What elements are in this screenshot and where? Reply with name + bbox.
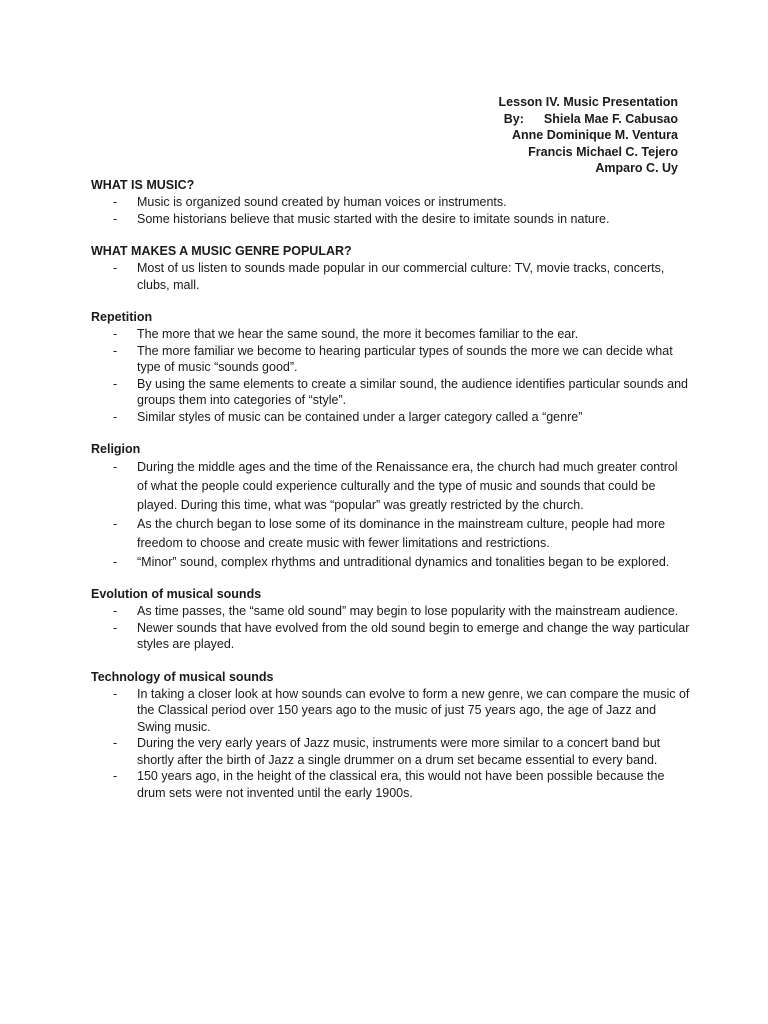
bullet-marker: - [113, 604, 118, 618]
author-row-1 [499, 111, 678, 128]
bullet-marker: - [113, 343, 118, 358]
list-item [91, 260, 691, 293]
section-evolution [91, 586, 691, 653]
author-name: Anne Dominique M. Ventura [512, 128, 678, 142]
section-heading: Religion [91, 442, 141, 456]
section-technology [91, 669, 691, 802]
bullet-text: As time passes, the “same old sound” may begin to lose popularity with the mainstream audience. [137, 604, 679, 618]
bullet-list [91, 686, 691, 802]
bullet-text: Music is organized sound created by human voices or instruments. [137, 195, 507, 209]
bullet-marker: - [113, 409, 118, 424]
section-heading: Evolution of musical sounds [91, 587, 262, 601]
bullet-text: “Minor” sound, complex rhythms and untraditional dynamics and tonalities began to be explored. [137, 555, 670, 569]
bullet-text: Some historians believe that music started with the desire to imitate sounds in nature. [137, 211, 610, 226]
author-name: Amparo C. Uy [595, 161, 678, 175]
author-name: Shiela Mae F. Cabusao [543, 111, 678, 126]
bullet-marker: - [113, 769, 118, 783]
section-what-is-music [91, 177, 691, 227]
list-item [91, 735, 691, 768]
section-heading: Technology of musical sounds [91, 669, 274, 684]
list-item [91, 553, 691, 572]
lesson-title: Lesson IV. Music Presentation [498, 95, 678, 109]
bullet-text: Most of us listen to sounds made popular in our commercial culture: TV, movie tracks, concerts, clubs, mall. [137, 261, 665, 292]
bullet-list [91, 326, 691, 425]
section-repetition [91, 309, 691, 425]
bullet-text: 150 years ago, in the height of the classical era, this would not have been possible because the drum sets were not invented until the early 1900s. [137, 769, 665, 800]
bullet-marker: - [113, 686, 118, 701]
list-item [91, 603, 691, 620]
section-heading: Repetition [91, 310, 153, 324]
bullet-text: Newer sounds that have evolved from the old sound begin to emerge and change the way particular styles are played. [137, 620, 690, 651]
list-item [91, 458, 691, 515]
bullet-list [91, 194, 691, 227]
document-body [91, 177, 691, 801]
bullet-text: During the middle ages and the time of the Renaissance era, the church had much greater control of what the people could experience culturally and the type of music and sounds that could be played. During this time, what was “popular” was greatly restricted by the church. [137, 460, 678, 512]
bullet-list [91, 260, 691, 293]
bullet-marker: - [113, 211, 118, 226]
bullet-text: Similar styles of music can be contained under a larger category called a “genre” [137, 409, 583, 424]
bullet-marker: - [113, 517, 118, 531]
list-item [91, 326, 691, 343]
list-item [91, 376, 691, 409]
by-label: By: [503, 111, 524, 126]
list-item [91, 343, 691, 376]
bullet-list [91, 458, 691, 572]
list-item [91, 768, 691, 801]
list-item [91, 211, 691, 228]
section-heading: WHAT MAKES A MUSIC GENRE POPULAR? [91, 244, 352, 258]
section-genre-popular [91, 243, 691, 293]
section-religion [91, 441, 691, 572]
bullet-text: As the church began to lose some of its dominance in the mainstream culture, people had more freedom to choose and create music with fewer limitations and restrictions. [137, 517, 666, 550]
bullet-marker: - [113, 620, 118, 635]
section-heading: WHAT IS MUSIC? [91, 178, 195, 192]
bullet-text: During the very early years of Jazz music, instruments were more similar to a concert band but shortly after the birth of Jazz a single drummer on a drum set became essential to every band. [137, 736, 661, 767]
list-item [91, 686, 691, 736]
bullet-text: In taking a closer look at how sounds can evolve to form a new genre, we can compare the music of the Classical period over 150 years ago to the music of just 75 years ago, the age of Jazz and Swing music. [137, 686, 690, 734]
bullet-list [91, 603, 691, 653]
bullet-text: The more familiar we become to hearing particular types of sounds the more we can decide what type of music “sounds good”. [137, 343, 673, 374]
list-item [91, 194, 691, 211]
bullet-marker: - [113, 555, 118, 569]
list-item [91, 620, 691, 653]
bullet-marker: - [113, 460, 118, 474]
bullet-text: By using the same elements to create a similar sound, the audience identifies particular sounds and groups them into categories of “style”. [137, 376, 689, 407]
author-name: Francis Michael C. Tejero [528, 144, 678, 159]
bullet-marker: - [113, 195, 118, 209]
list-item [91, 515, 691, 553]
document-header [499, 94, 678, 177]
bullet-marker: - [113, 376, 118, 391]
bullet-marker: - [113, 327, 118, 341]
bullet-marker: - [113, 261, 118, 275]
bullet-text: The more that we hear the same sound, the more it becomes familiar to the ear. [137, 327, 579, 341]
list-item [91, 409, 691, 426]
bullet-marker: - [113, 736, 118, 750]
